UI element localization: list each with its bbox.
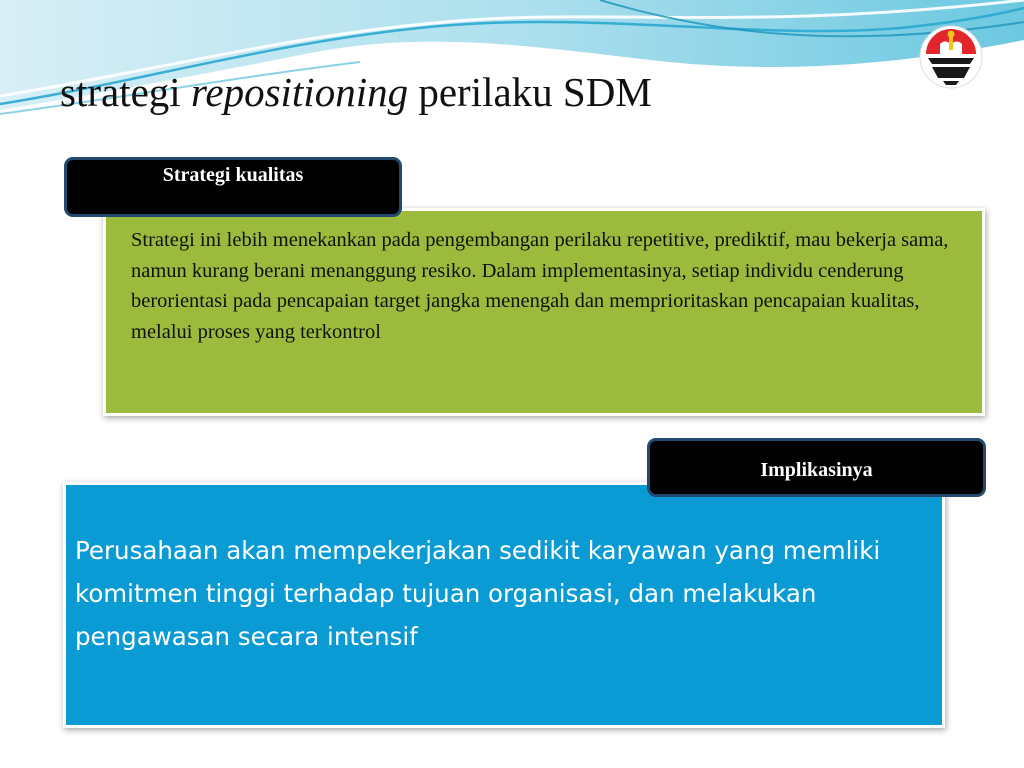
- quality-strategy-label: Strategi kualitas: [64, 157, 402, 217]
- title-italic: repositioning: [190, 69, 409, 115]
- quality-strategy-text: Strategi ini lebih menekankan pada pengembangan perilaku repetitive, prediktif, mau bekerja sama, namun kurang berani menanggung resiko. Dalam implementasinya, setiap individu cenderung berorientasi pada pencapaian target jangka menengah dan memprioritaskan pencapaian kualitas, melalui proses yang terkontrol: [131, 229, 949, 343]
- university-logo-icon: [918, 24, 984, 90]
- quality-strategy-box: [103, 208, 985, 416]
- implication-box: [63, 482, 945, 728]
- title-suffix: perilaku SDM: [418, 69, 652, 115]
- implication-label: Implikasinya: [647, 438, 986, 497]
- implication-text: Perusahaan akan mempekerjakan sedikit karyawan yang memliki komitmen tinggi terhadap tujuan organisasi, dan melakukan pengawasan secara intensif: [75, 536, 881, 651]
- title-prefix: strategi: [60, 69, 181, 115]
- slide-title: [60, 70, 652, 115]
